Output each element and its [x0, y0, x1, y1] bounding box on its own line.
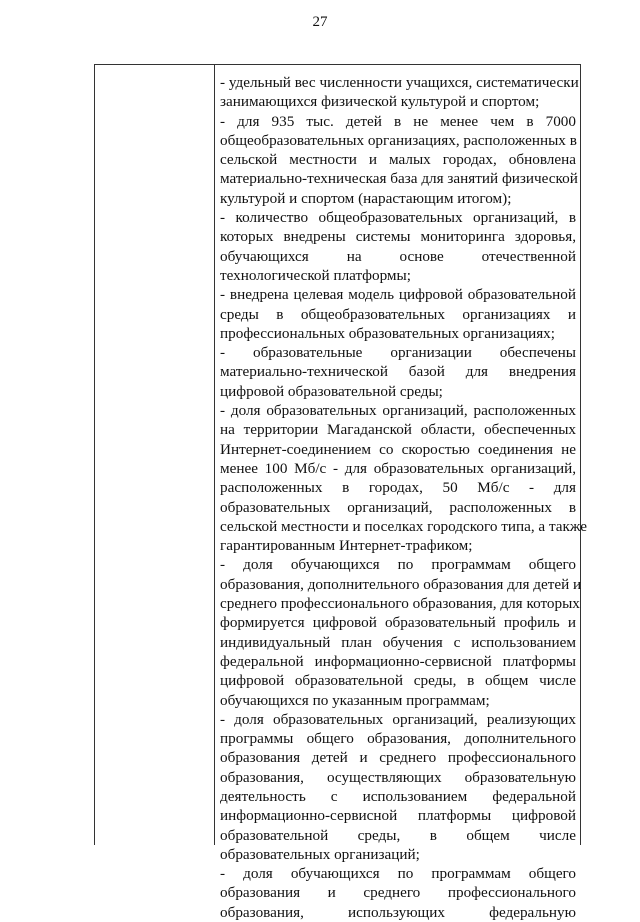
text-line: общеобразовательных организациях, расположенных в [220, 131, 577, 149]
text-line: индивидуальный план обучения с использованием [220, 633, 576, 651]
text-line: - количество общеобразовательных организаций, в [220, 209, 576, 227]
text-line: деятельность с использованием федеральной [220, 787, 576, 805]
text-line: материально-технической базой для внедрения [220, 363, 576, 381]
text-line: формируется цифровой образовательный профиль и [220, 614, 576, 632]
text-line: - внедрена целевая модель цифровой образовательной [220, 286, 576, 304]
text-line: занимающихся физической культурой и спортом; [220, 93, 540, 111]
text-line: образовательной среды, в общем числе [220, 826, 576, 844]
text-line: образования и среднего профессионального [220, 884, 576, 902]
text-line: образования детей и среднего профессионального [220, 749, 576, 767]
text-line: - доля обучающихся по программам общего [220, 865, 576, 883]
text-line: культурой и спортом (нарастающим итогом); [220, 189, 512, 207]
text-line: которых внедрены системы мониторинга здоровья, [220, 228, 576, 246]
page-number: 27 [312, 14, 328, 30]
text-line: образования, осуществляющих образовательную [220, 768, 576, 786]
table-right-column [215, 65, 587, 921]
text-line: цифровой образовательной среды; [220, 382, 443, 400]
text-line: - для 935 тыс. детей в не менее чем в 7000 [220, 112, 576, 130]
text-line: - доля образовательных организаций, реализующих [220, 710, 576, 728]
text-line: образовательных организаций; [220, 845, 420, 863]
text-line: сельской местности и поселках городского типа, а также [220, 517, 587, 535]
text-line: обучающихся на основе отечественной [220, 247, 576, 265]
text-line: сельской местности и малых городах, обновлена [220, 151, 576, 169]
text-line: на территории Магаданской области, обеспеченных [220, 421, 576, 439]
text-line: образовательных организаций, расположенных в [220, 498, 576, 516]
text-line: федеральной информационно-сервисной платформы [220, 652, 576, 670]
text-line: информационно-сервисной платформы цифровой [220, 807, 576, 825]
text-line: образования, дополнительного образования для детей и [220, 575, 582, 593]
text-line: среды в общеобразовательных организациях и [220, 305, 576, 323]
text-line: - доля образовательных организаций, расположенных [220, 402, 576, 420]
text-line: расположенных в городах, 50 Мб/с - для [220, 479, 576, 497]
text-line: - образовательные организации обеспечены [220, 344, 576, 362]
document-table [94, 64, 587, 921]
text-line: технологической платформы; [220, 266, 411, 284]
text-line: - удельный вес численности учащихся, систематически [220, 74, 579, 91]
text-line: - доля обучающихся по программам общего [220, 556, 576, 574]
text-line: Интернет-соединением со скоростью соединения не [220, 440, 576, 458]
text-line: программы общего образования, дополнительного [220, 730, 576, 748]
text-line: образования, использующих федеральную [220, 903, 576, 921]
text-line: профессиональных образовательных организациях; [220, 324, 555, 342]
text-line: менее 100 Мб/с - для образовательных организаций, [220, 459, 576, 477]
text-line: среднего профессионального образования, для которых [220, 595, 580, 613]
text-line: цифровой образовательной среды, в общем числе [220, 672, 576, 690]
table-left-column [95, 65, 215, 845]
text-line: гарантированным Интернет-трафиком; [220, 537, 473, 555]
indicator-text-block [215, 65, 587, 922]
text-line: материально-техническая база для занятий физической [220, 170, 578, 188]
text-line: обучающихся по указанным программам; [220, 691, 490, 709]
